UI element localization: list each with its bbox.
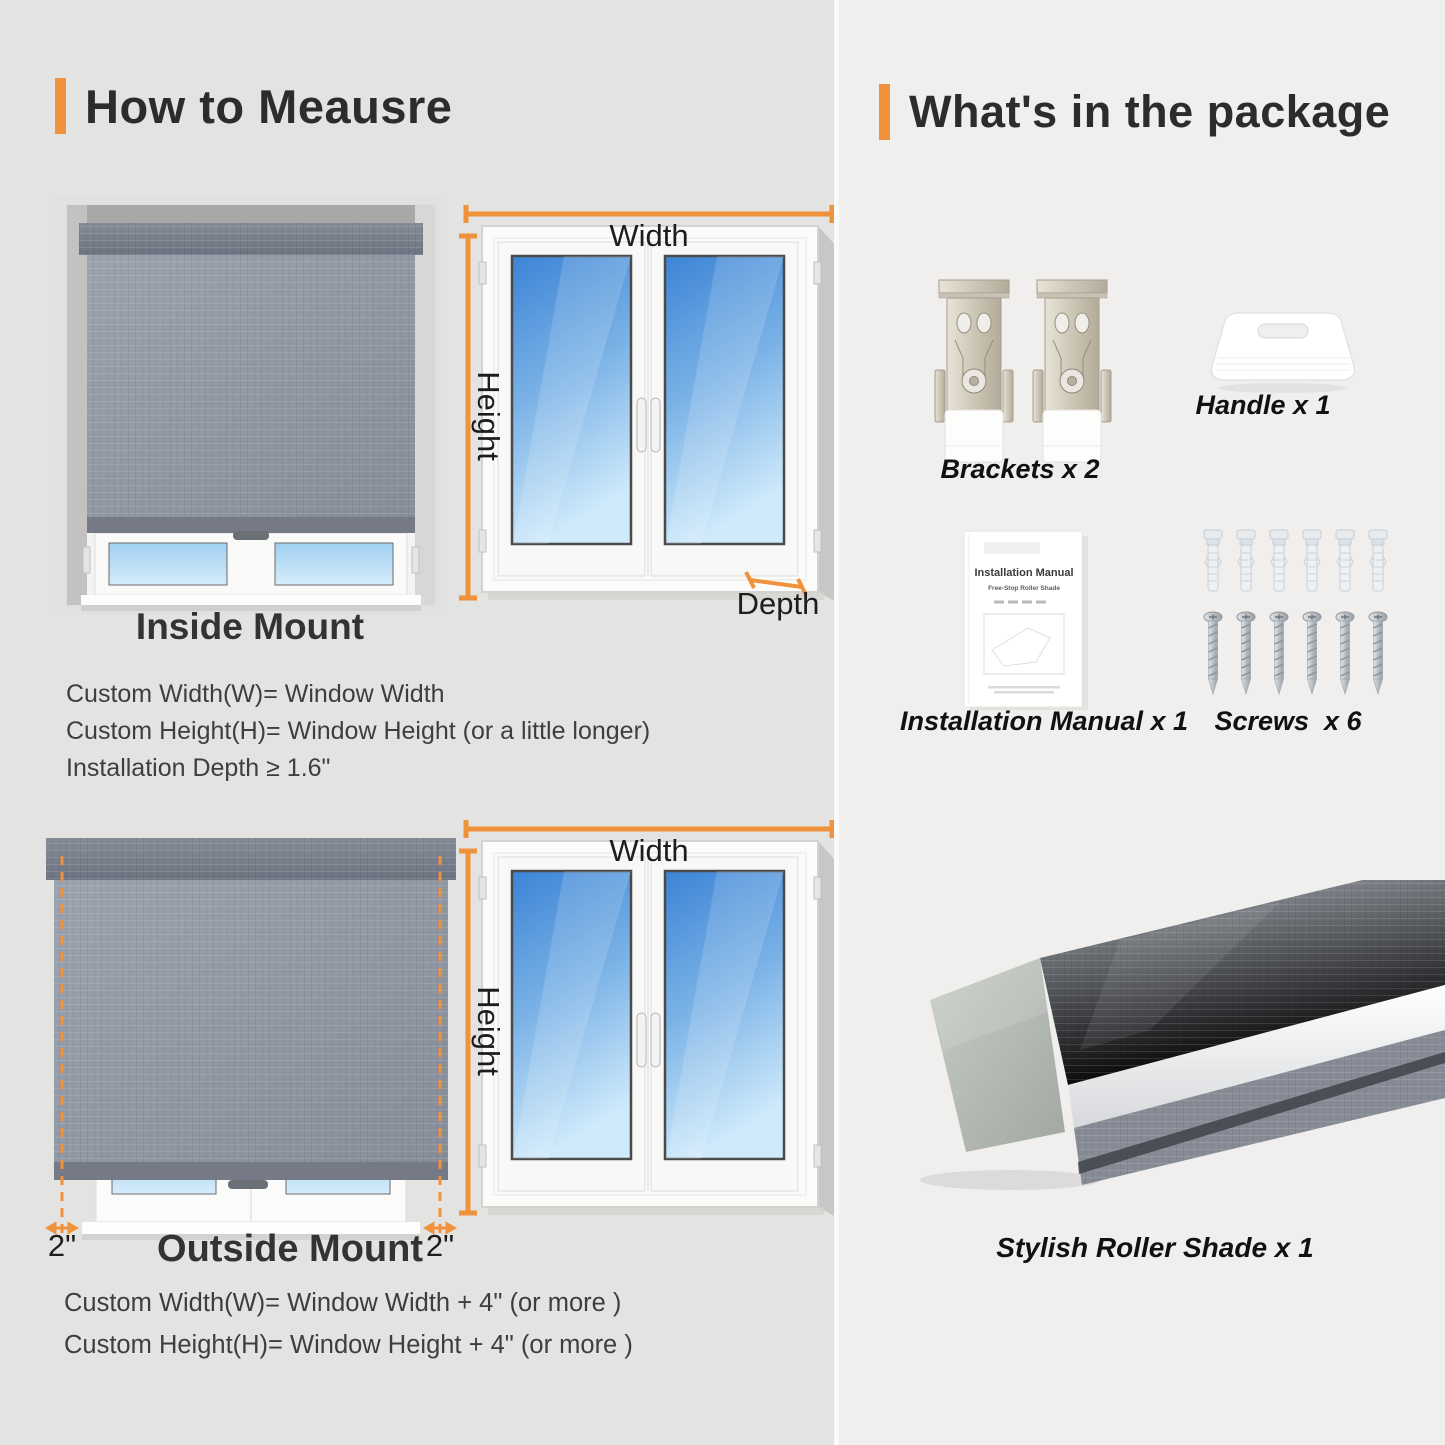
roller-shade-image xyxy=(900,880,1445,1230)
manual-cover-title: Installation Manual xyxy=(974,567,1074,579)
package-title-text: What's in the package xyxy=(909,86,1391,137)
package-title xyxy=(879,84,1390,140)
how-to-measure-title xyxy=(55,78,452,134)
package-contents-panel xyxy=(839,0,1445,1445)
inside-mount-shade-illustration xyxy=(55,195,447,615)
handle-label: Handle x 1 xyxy=(1195,390,1331,420)
outside-mount-line-1: Custom Width(W)= Window Width + 4" (or more ) xyxy=(64,1289,622,1317)
bracket-1-image xyxy=(933,278,1015,468)
screws-label: Screws x 6 xyxy=(1214,706,1362,736)
handle-image xyxy=(1198,300,1368,395)
inside-mount-heading: Inside Mount xyxy=(135,606,365,647)
screws-and-anchors-image xyxy=(1196,526,1398,698)
brackets-label: Brackets x 2 xyxy=(940,454,1100,484)
outside-mount-shade-illustration xyxy=(42,812,460,1257)
height-arrow-label: Height xyxy=(471,986,506,1076)
how-to-measure-title-text: How to Meausre xyxy=(85,79,453,133)
outside-mount-line-2: Custom Height(H)= Window Height + 4" (or more ) xyxy=(64,1331,633,1359)
inside-mount-line-2: Custom Height(H)= Window Height (or a little longer) xyxy=(66,717,651,745)
roller-shade-label: Stylish Roller Shade x 1 xyxy=(996,1232,1314,1263)
inside-mount-line-1: Custom Width(W)= Window Width xyxy=(66,680,445,708)
installation-manual-label: Installation Manual x 1 xyxy=(900,706,1189,736)
width-arrow-label: Width xyxy=(609,218,689,253)
bracket-2-image xyxy=(1031,278,1113,468)
manual-cover-subtitle: Free-Stop Roller Shade xyxy=(988,585,1060,592)
inside-mount-measure-illustration xyxy=(452,200,844,625)
outside-mount-heading: Outside Mount xyxy=(157,1228,423,1270)
installation-manual-image xyxy=(958,528,1090,713)
outside-mount-measure-illustration xyxy=(452,815,844,1240)
inside-mount-line-3: Installation Depth ≥ 1.6" xyxy=(66,754,331,782)
outside-mount-instructions xyxy=(64,1282,633,1366)
height-arrow-label: Height xyxy=(471,371,506,461)
accent-bar-icon xyxy=(55,78,66,134)
inside-mount-instructions xyxy=(66,676,650,787)
overlap-left-label: 2" xyxy=(47,1228,77,1257)
overlap-right-label: 2" xyxy=(425,1228,455,1257)
depth-arrow-label: Depth xyxy=(736,586,820,621)
width-arrow-label: Width xyxy=(609,833,689,868)
accent-bar-icon xyxy=(879,84,890,140)
